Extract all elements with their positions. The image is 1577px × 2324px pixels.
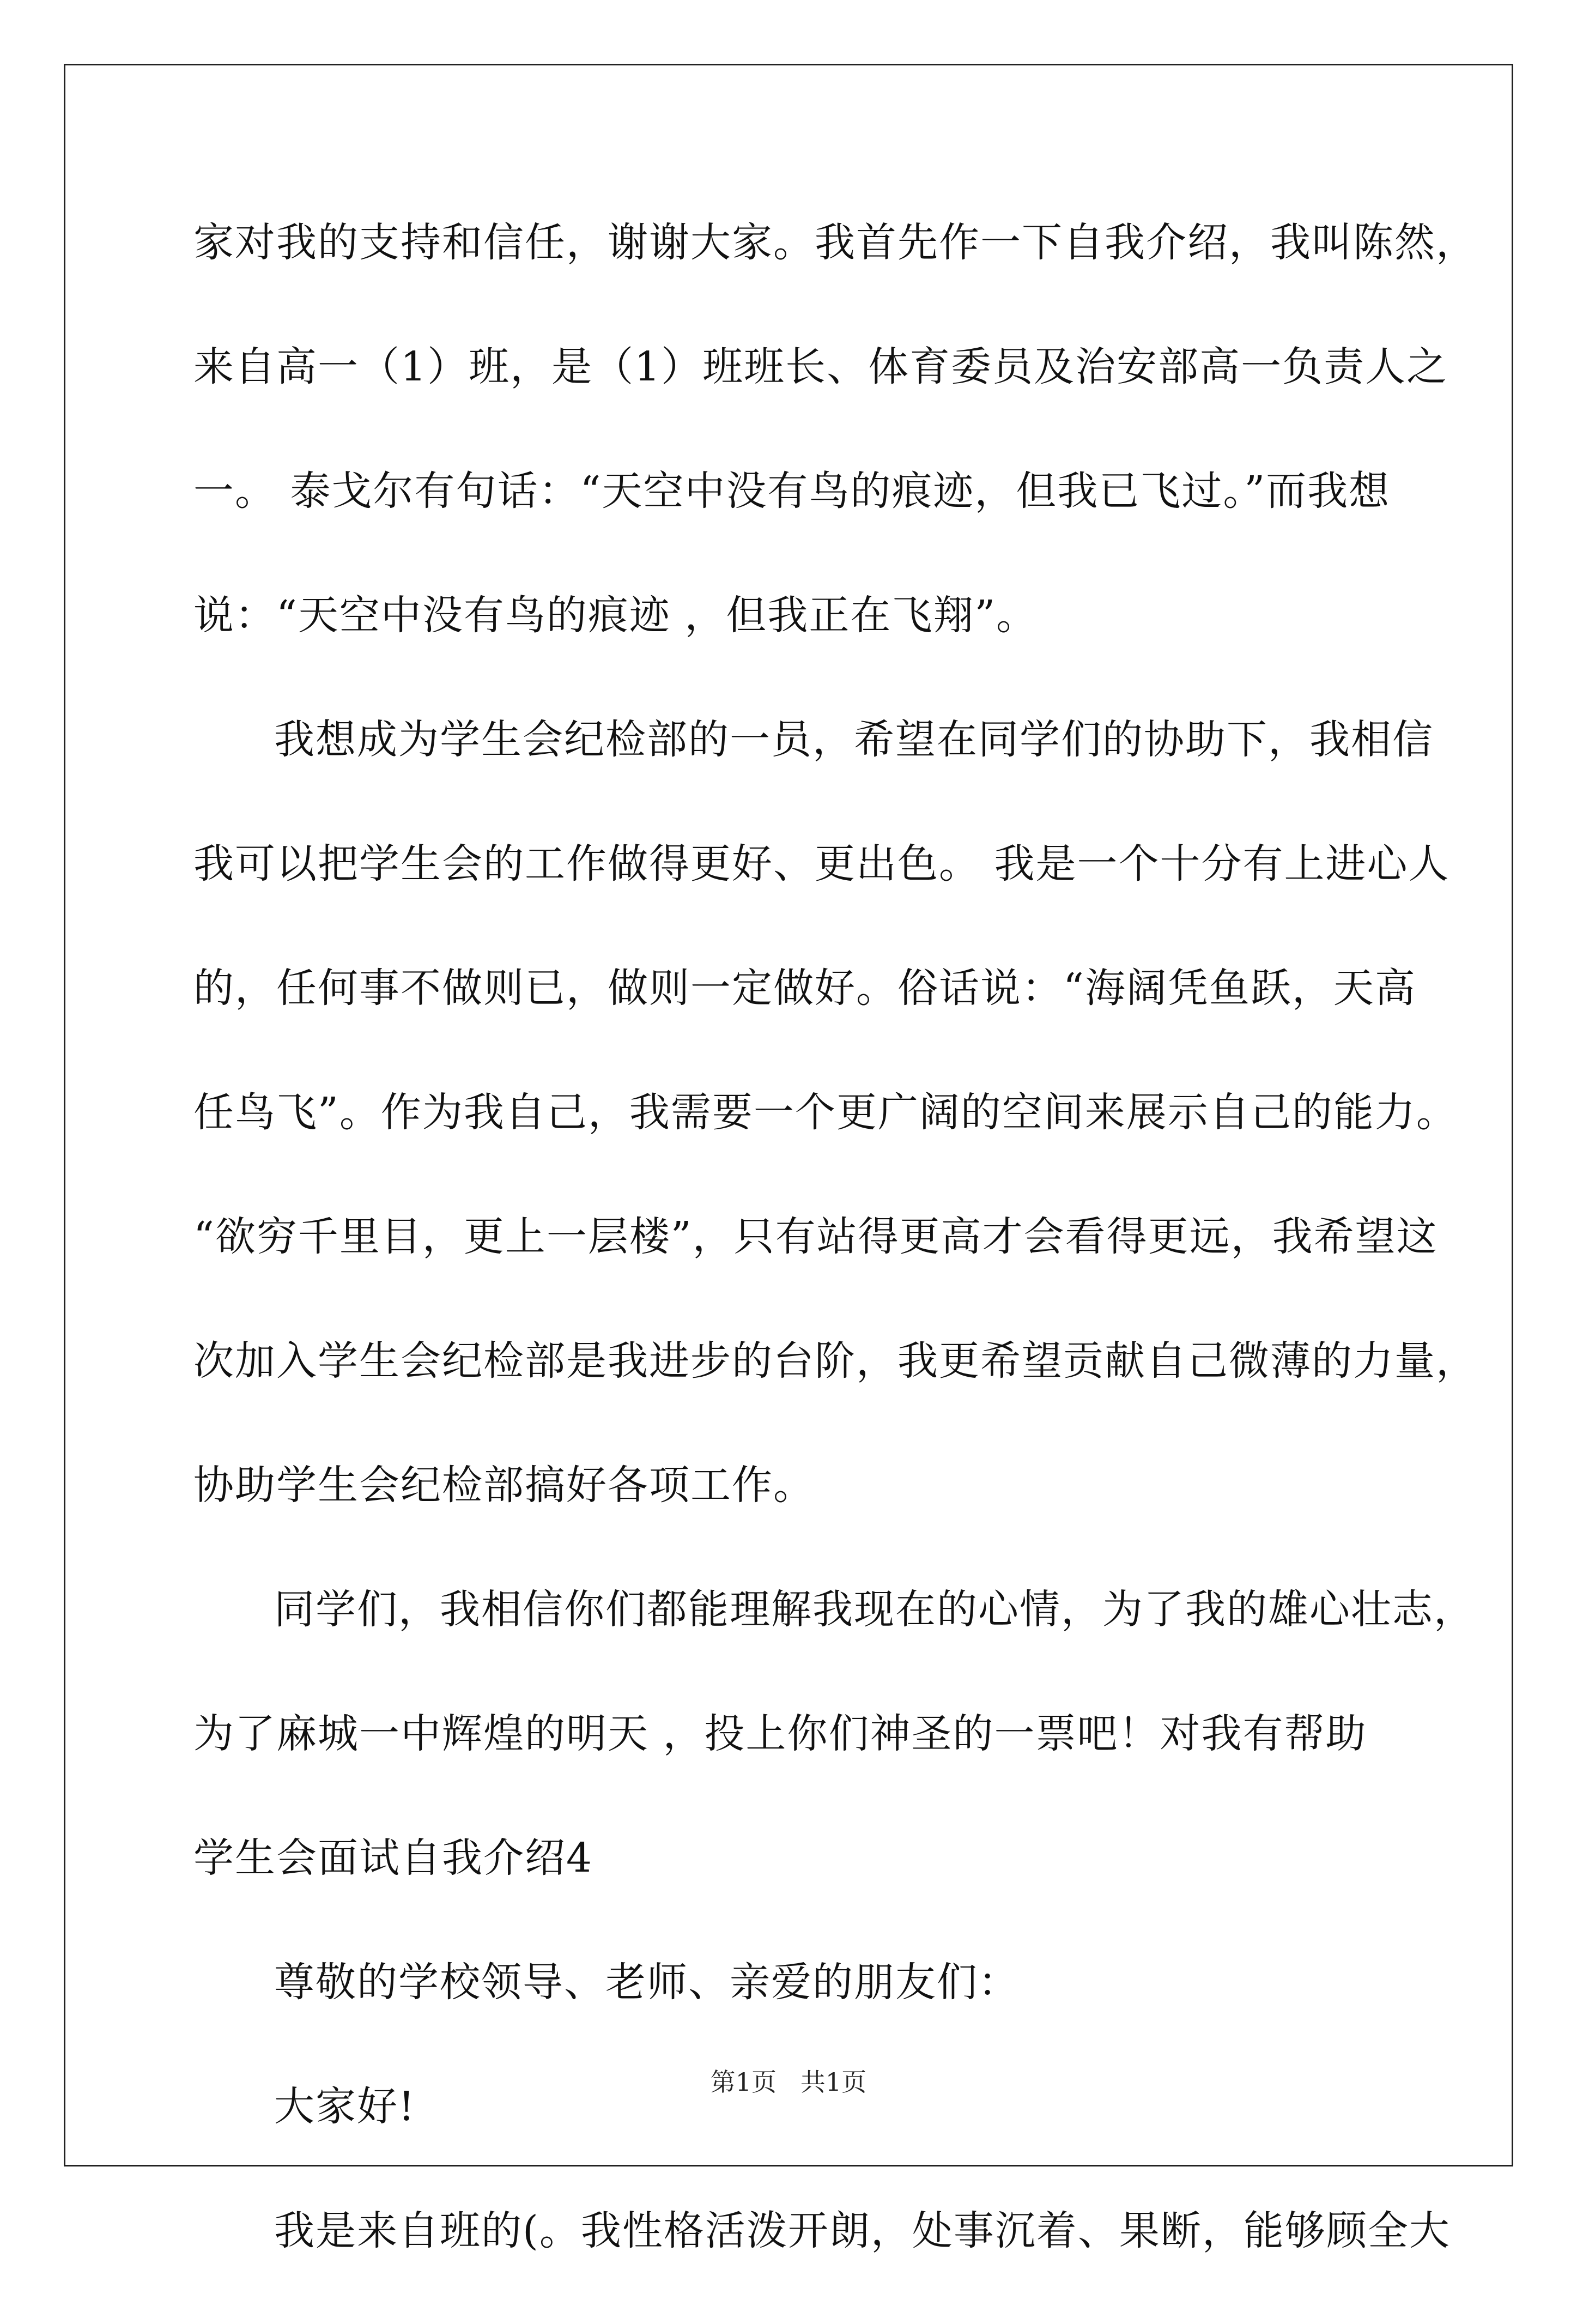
body-line: 说：“天空中没有鸟的痕迹 ，但我正在飞翔”。 (193, 592, 1038, 639)
body-line: 我是来自班的(。我性格活泼开朗，处事沉着、果断，能够顾全大 (274, 2207, 1451, 2254)
body-line: 家对我的支持和信任，谢谢大家。我首先作一下自我介绍，我叫陈然， (193, 219, 1477, 266)
greeting-line: 大家好! (274, 2083, 416, 2130)
body-line: 协助学生会纪检部搞好各项工作。 (193, 1462, 815, 1509)
body-line: 我想成为学生会纪检部的一员，希望在同学们的协助下，我相信 (274, 716, 1434, 763)
body-line: 的，任何事不做则已，做则一定做好。俗话说：“海阔凭鱼跃，天高 (193, 965, 1416, 1012)
salutation-line: 尊敬的学校领导、老师、亲爱的朋友们： (274, 1959, 1020, 2006)
body-line: “欲穷千里目，更上一层楼”，只有站得更高才会看得更远，我希望这 (193, 1213, 1438, 1260)
page-number-footer: 第1页 共1页 (710, 2067, 867, 2097)
body-line: 我可以把学生会的工作做得更好、更出色。 我是一个十分有上进心人 (193, 840, 1450, 887)
body-line: 任鸟飞”。作为我自己，我需要一个更广阔的空间来展示自己的能力。 (193, 1089, 1458, 1136)
body-line: 来自高一（1）班，是（1）班班长、体育委员及治安部高一负责人之 (193, 343, 1448, 390)
body-line: 次加入学生会纪检部是我进步的台阶，我更希望贡献自己微薄的力量， (193, 1337, 1477, 1384)
section-heading: 学生会面试自我介绍4 (193, 1835, 593, 1881)
document-body (193, 211, 1477, 2324)
body-line: 同学们，我相信你们都能理解我现在的心情，为了我的雄心壮志， (274, 1586, 1475, 1633)
body-line: 一。 泰戈尔有句话：“天空中没有鸟的痕迹，但我已飞过。”而我想 (193, 468, 1391, 515)
body-line: 为了麻城一中辉煌的明天 ，投上你们神圣的一票吧！对我有帮助 (193, 1710, 1367, 1757)
